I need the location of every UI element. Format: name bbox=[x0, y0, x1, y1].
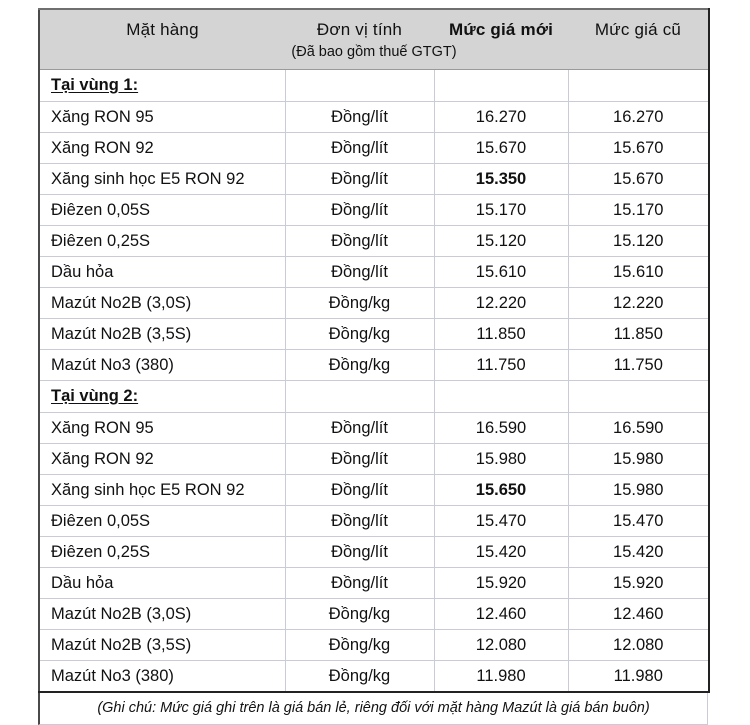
section-header-row bbox=[39, 70, 709, 102]
cell-item-name: Xăng sinh học E5 RON 92 bbox=[39, 164, 285, 195]
cell-old-price: 15.670 bbox=[568, 164, 709, 195]
cell-unit: Đồng/lít bbox=[285, 195, 434, 226]
cell-unit: Đồng/kg bbox=[285, 319, 434, 350]
table-row bbox=[39, 630, 709, 661]
cell-new-price: 11.850 bbox=[434, 319, 568, 350]
cell-unit: Đồng/lít bbox=[285, 475, 434, 506]
cell-old-price: 11.850 bbox=[568, 319, 709, 350]
cell-new-price: 11.980 bbox=[434, 661, 568, 693]
table-row bbox=[39, 537, 709, 568]
header-subnote-row bbox=[39, 44, 709, 70]
cell-item-name: Xăng RON 95 bbox=[39, 102, 285, 133]
table-row bbox=[39, 350, 709, 381]
column-header-unit: Đơn vị tính bbox=[285, 9, 434, 44]
section-empty-cell bbox=[285, 381, 434, 413]
cell-unit: Đồng/kg bbox=[285, 288, 434, 319]
cell-unit: Đồng/lít bbox=[285, 102, 434, 133]
cell-item-name: Điêzen 0,05S bbox=[39, 506, 285, 537]
cell-new-price: 15.650 bbox=[434, 475, 568, 506]
cell-item-name: Mazút No3 (380) bbox=[39, 350, 285, 381]
cell-new-price: 16.590 bbox=[434, 413, 568, 444]
cell-old-price: 12.220 bbox=[568, 288, 709, 319]
cell-old-price: 11.980 bbox=[568, 661, 709, 693]
cell-unit: Đồng/lít bbox=[285, 568, 434, 599]
cell-new-price: 15.610 bbox=[434, 257, 568, 288]
cell-new-price: 12.460 bbox=[434, 599, 568, 630]
cell-old-price: 15.120 bbox=[568, 226, 709, 257]
section-empty-cell bbox=[434, 381, 568, 413]
table-row bbox=[39, 506, 709, 537]
vat-included-note: (Đã bao gồm thuế GTGT) bbox=[39, 44, 709, 70]
table-row bbox=[39, 195, 709, 226]
table-row bbox=[39, 413, 709, 444]
cell-new-price: 15.170 bbox=[434, 195, 568, 226]
table-header bbox=[39, 9, 709, 70]
cell-unit: Đồng/kg bbox=[285, 630, 434, 661]
cell-unit: Đồng/kg bbox=[285, 599, 434, 630]
cell-item-name: Điêzen 0,25S bbox=[39, 537, 285, 568]
section-header-row bbox=[39, 381, 709, 413]
cell-old-price: 15.170 bbox=[568, 195, 709, 226]
cell-new-price: 15.350 bbox=[434, 164, 568, 195]
cell-unit: Đồng/lít bbox=[285, 413, 434, 444]
table-row bbox=[39, 444, 709, 475]
table-row bbox=[39, 568, 709, 599]
cell-old-price: 15.980 bbox=[568, 475, 709, 506]
cell-item-name: Mazút No3 (380) bbox=[39, 661, 285, 693]
cell-old-price: 15.470 bbox=[568, 506, 709, 537]
cell-item-name: Mazút No2B (3,5S) bbox=[39, 319, 285, 350]
cell-unit: Đồng/lít bbox=[285, 537, 434, 568]
cell-item-name: Dầu hỏa bbox=[39, 568, 285, 599]
cell-item-name: Mazút No2B (3,5S) bbox=[39, 630, 285, 661]
cell-new-price: 15.980 bbox=[434, 444, 568, 475]
cell-old-price: 12.080 bbox=[568, 630, 709, 661]
cell-new-price: 15.470 bbox=[434, 506, 568, 537]
cell-unit: Đồng/lít bbox=[285, 257, 434, 288]
cell-new-price: 15.670 bbox=[434, 133, 568, 164]
cell-unit: Đồng/lít bbox=[285, 226, 434, 257]
price-table-container bbox=[38, 8, 708, 725]
cell-new-price: 15.920 bbox=[434, 568, 568, 599]
cell-item-name: Xăng sinh học E5 RON 92 bbox=[39, 475, 285, 506]
cell-item-name: Dầu hỏa bbox=[39, 257, 285, 288]
column-header-new-price: Mức giá mới bbox=[434, 9, 568, 44]
cell-old-price: 11.750 bbox=[568, 350, 709, 381]
cell-unit: Đồng/lít bbox=[285, 164, 434, 195]
header-row bbox=[39, 9, 709, 44]
cell-item-name: Mazút No2B (3,0S) bbox=[39, 288, 285, 319]
cell-unit: Đồng/lít bbox=[285, 506, 434, 537]
section-title: Tại vùng 2: bbox=[39, 381, 285, 413]
section-title: Tại vùng 1: bbox=[39, 70, 285, 102]
cell-old-price: 15.610 bbox=[568, 257, 709, 288]
cell-old-price: 15.980 bbox=[568, 444, 709, 475]
table-row bbox=[39, 599, 709, 630]
cell-old-price: 15.670 bbox=[568, 133, 709, 164]
table-row bbox=[39, 288, 709, 319]
column-header-item: Mặt hàng bbox=[39, 9, 285, 44]
section-empty-cell bbox=[434, 70, 568, 102]
section-empty-cell bbox=[285, 70, 434, 102]
cell-new-price: 15.120 bbox=[434, 226, 568, 257]
cell-new-price: 12.220 bbox=[434, 288, 568, 319]
section-empty-cell bbox=[568, 70, 709, 102]
cell-new-price: 11.750 bbox=[434, 350, 568, 381]
table-row bbox=[39, 102, 709, 133]
section-empty-cell bbox=[568, 381, 709, 413]
cell-new-price: 16.270 bbox=[434, 102, 568, 133]
cell-new-price: 15.420 bbox=[434, 537, 568, 568]
cell-unit: Đồng/kg bbox=[285, 661, 434, 693]
cell-item-name: Mazút No2B (3,0S) bbox=[39, 599, 285, 630]
table-row bbox=[39, 226, 709, 257]
column-header-old-price: Mức giá cũ bbox=[568, 9, 709, 44]
cell-unit: Đồng/kg bbox=[285, 350, 434, 381]
cell-item-name: Xăng RON 92 bbox=[39, 444, 285, 475]
table-row bbox=[39, 133, 709, 164]
cell-old-price: 15.420 bbox=[568, 537, 709, 568]
table-footnote: (Ghi chú: Mức giá ghi trên là giá bán lẻ, riêng đối với mặt hàng Mazút là giá bán buôn) bbox=[38, 693, 708, 725]
table-row bbox=[39, 257, 709, 288]
fuel-price-table bbox=[38, 8, 710, 693]
cell-old-price: 15.920 bbox=[568, 568, 709, 599]
cell-item-name: Xăng RON 92 bbox=[39, 133, 285, 164]
cell-item-name: Điêzen 0,25S bbox=[39, 226, 285, 257]
cell-old-price: 12.460 bbox=[568, 599, 709, 630]
cell-item-name: Xăng RON 95 bbox=[39, 413, 285, 444]
cell-new-price: 12.080 bbox=[434, 630, 568, 661]
table-body bbox=[39, 70, 709, 693]
table-row bbox=[39, 475, 709, 506]
cell-unit: Đồng/lít bbox=[285, 133, 434, 164]
cell-old-price: 16.590 bbox=[568, 413, 709, 444]
table-row bbox=[39, 164, 709, 195]
table-row bbox=[39, 319, 709, 350]
cell-item-name: Điêzen 0,05S bbox=[39, 195, 285, 226]
table-row bbox=[39, 661, 709, 693]
cell-unit: Đồng/lít bbox=[285, 444, 434, 475]
cell-old-price: 16.270 bbox=[568, 102, 709, 133]
